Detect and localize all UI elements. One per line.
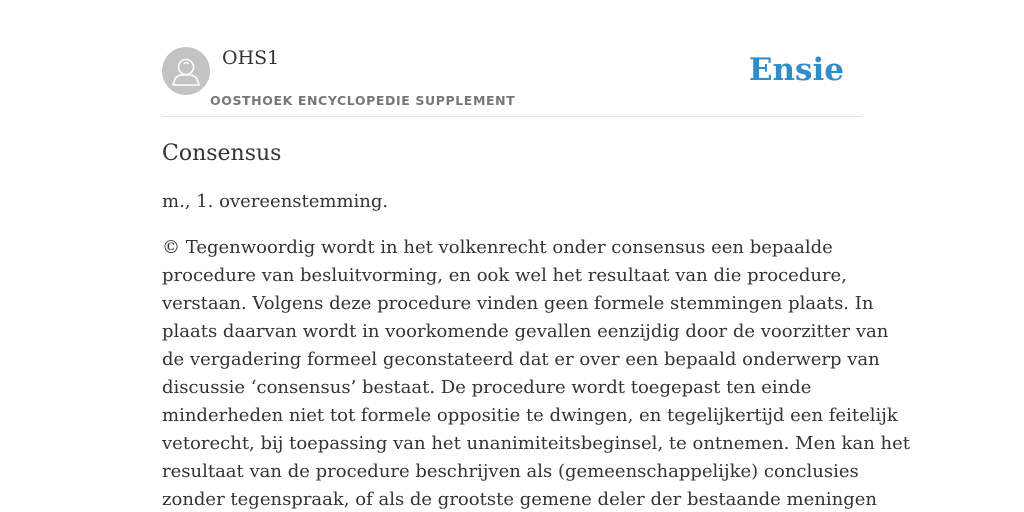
body-line: vetorecht, bij toepassing van het unanimiteitsbeginsel, te ontnemen. Men kan het xyxy=(162,433,910,454)
body-line: © Tegenwoordig wordt in het volkenrecht onder consensus een bepaalde xyxy=(162,237,833,258)
body-line: de vergadering formeel geconstateerd dat er over een bepaald onderwerp van xyxy=(162,349,880,370)
body-line: zonder tegenspraak, of als de grootste gemene deler der bestaande meningen xyxy=(162,489,877,510)
ensie-logo[interactable]: Ensie xyxy=(748,52,844,88)
author-avatar[interactable] xyxy=(162,47,210,95)
body-line: procedure van besluitvorming, en ook wel het resultaat van die procedure, xyxy=(162,265,847,286)
user-silhouette-icon xyxy=(162,47,210,95)
author-name[interactable]: OHS1 xyxy=(222,47,280,69)
body-line: verstaan. Volgens deze procedure vinden geen formele stemmingen plaats. In xyxy=(162,293,874,314)
source-label[interactable]: OOSTHOEK ENCYCLOPEDIE SUPPLEMENT xyxy=(210,93,516,108)
body-line: minderheden niet tot formele oppositie te dwingen, en tegelijkertijd een feitelijk xyxy=(162,405,898,426)
body-line: plaats daarvan wordt in voorkomende gevallen eenzijdig door de voorzitter van xyxy=(162,321,889,342)
article-title: Consensus xyxy=(162,141,282,166)
article-definition: m., 1. overeenstemming. xyxy=(162,191,389,212)
body-line: resultaat van de procedure beschrijven als (gemeenschappelijke) conclusies xyxy=(162,461,859,482)
article-content xyxy=(162,138,910,512)
article-header xyxy=(162,46,862,117)
article-body xyxy=(162,234,910,512)
body-line: discussie ‘consensus’ bestaat. De procedure wordt toegepast ten einde xyxy=(162,377,812,398)
